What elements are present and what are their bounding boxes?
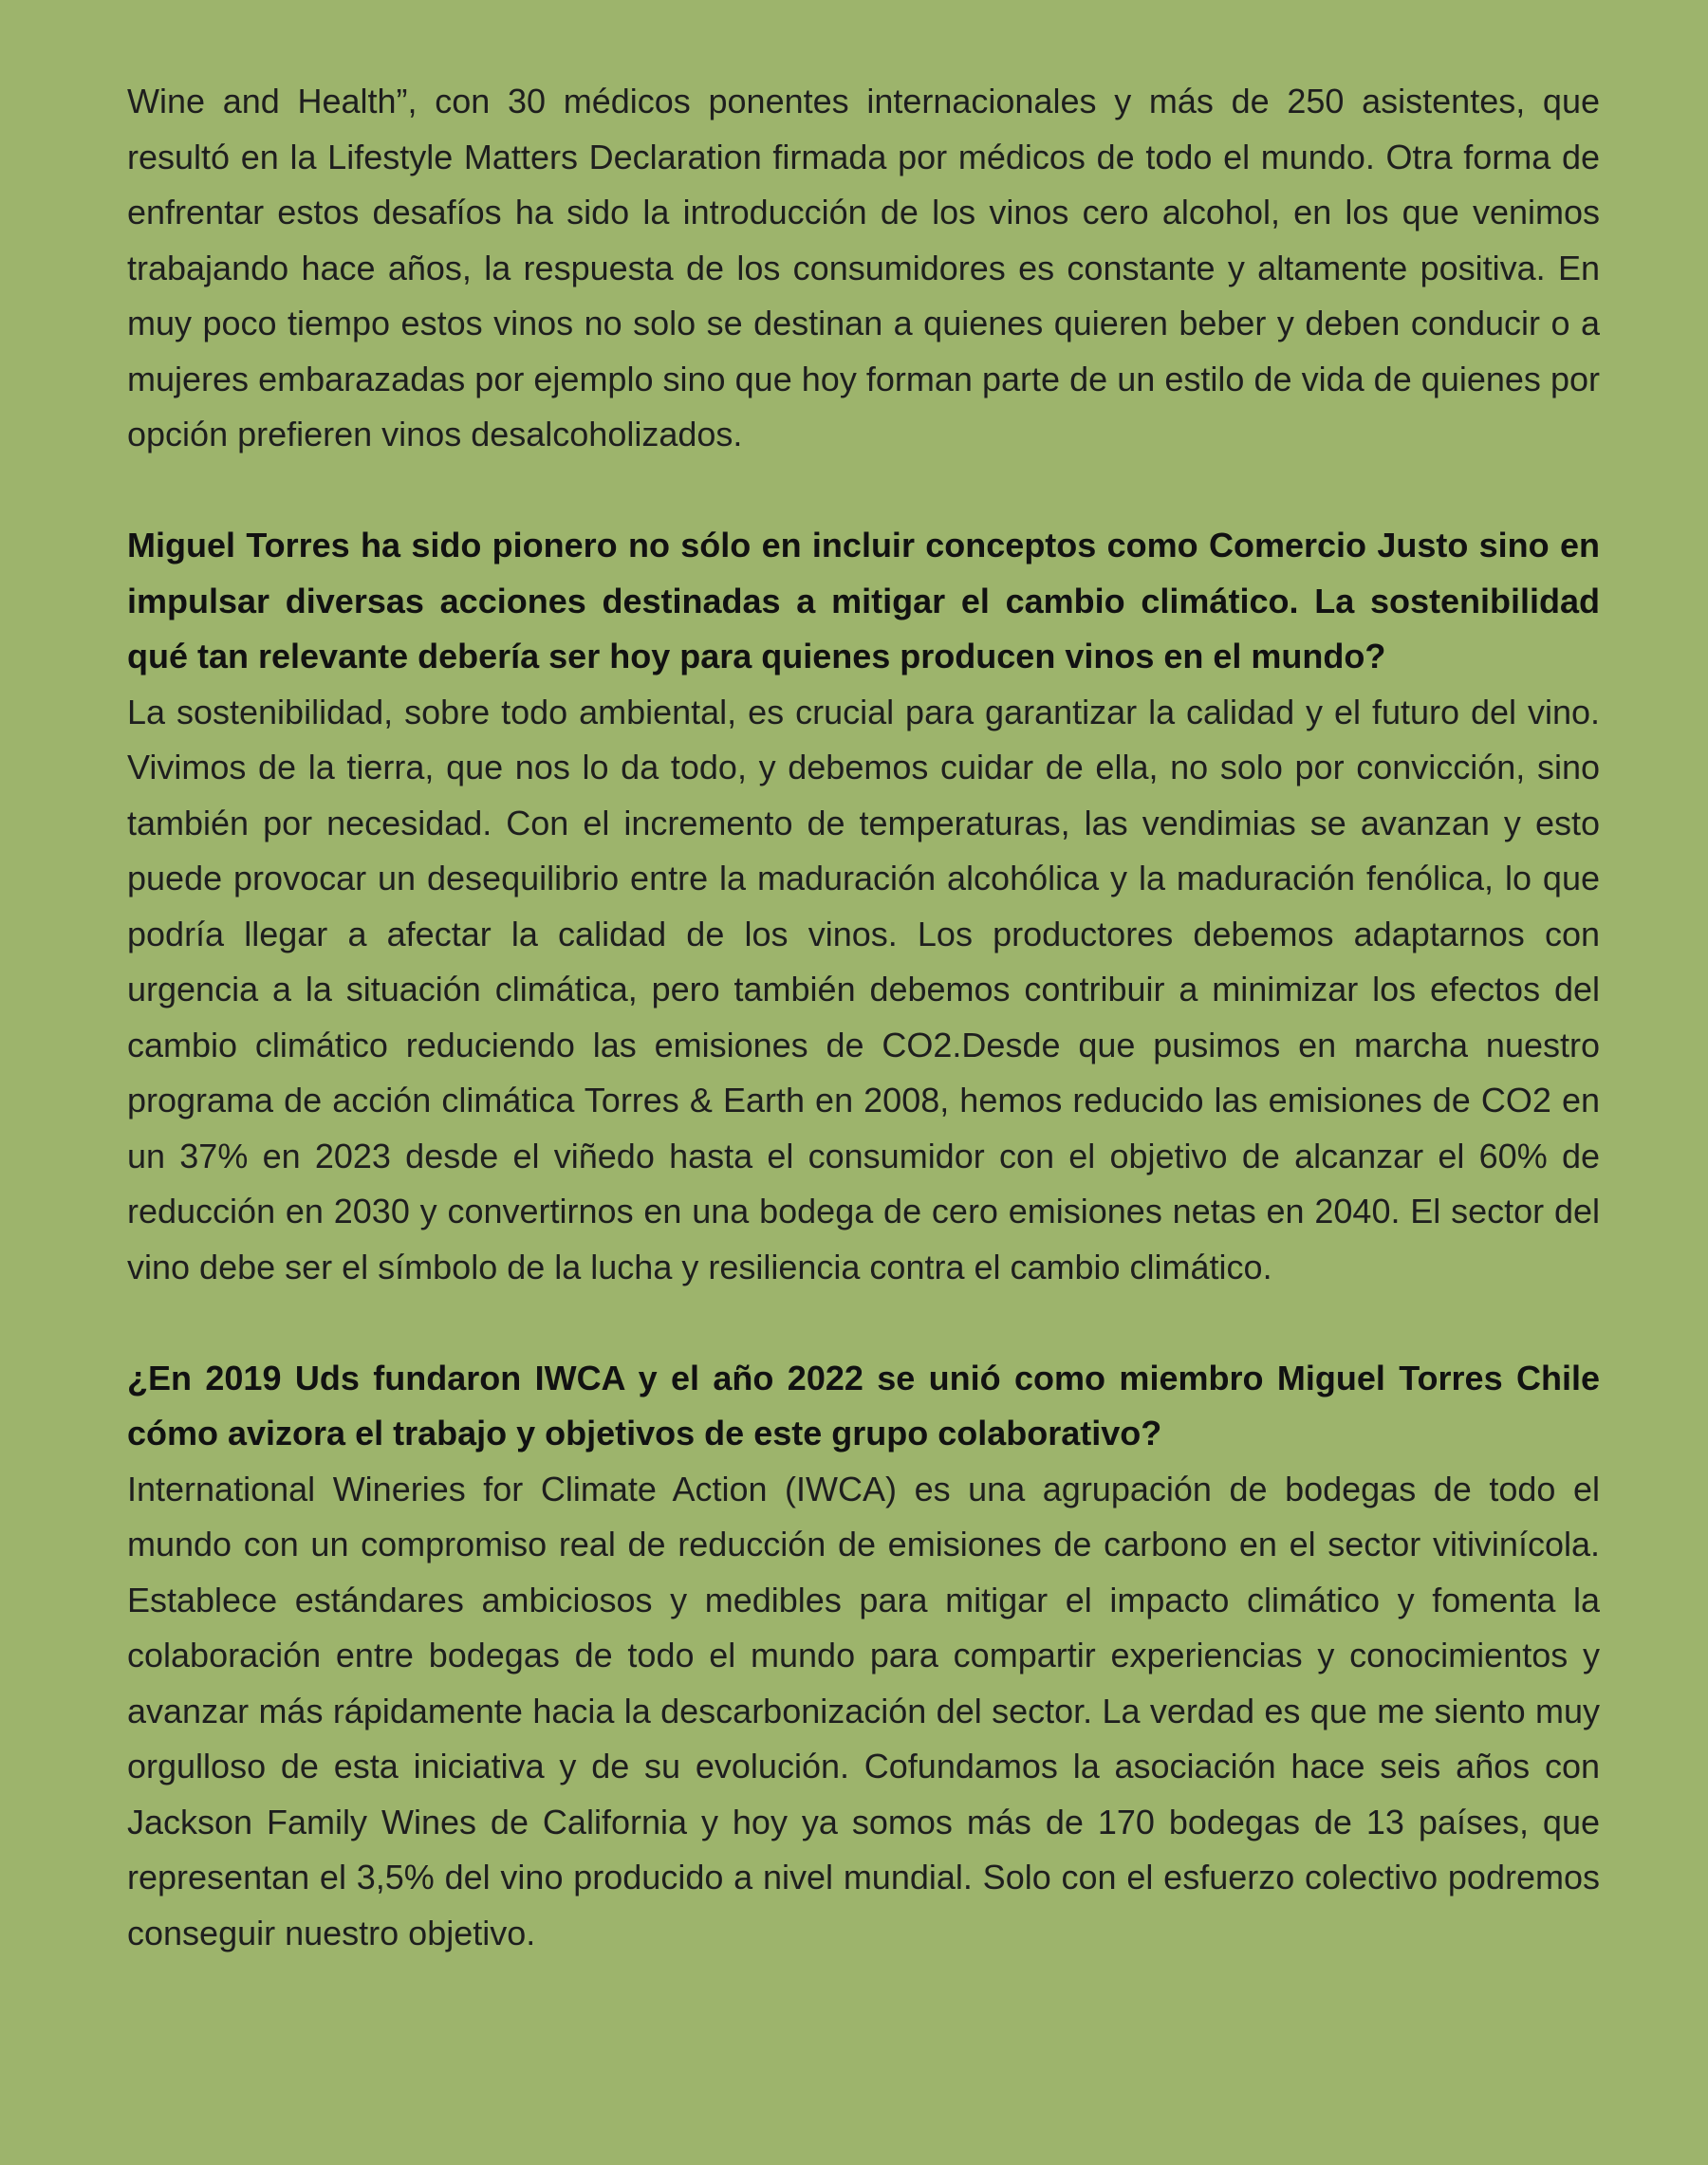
question-sustainability: Miguel Torres ha sido pionero no sólo en incluir conceptos como Comercio Justo sino en impulsar diversas acciones destinadas a mitigar el cambio climático. La sostenibilidad qué tan relevante debería ser hoy para quienes producen vinos en el mundo? (127, 526, 1600, 675)
answer-iwca: International Wineries for Climate Action (IWCA) es una agrupación de bodegas de todo el mundo con un compromiso real de reducción de emisiones de carbono en el sector vitivinícola. Establece estándares ambiciosos y medibles para mitigar el impacto climático y fomenta la colaboración entre bodegas de todo el mundo para compartir experiencias y conocimientos y avanzar más rápidamente hacia la descarbonización del sector. La verdad es que me siento muy orgulloso de esta iniciativa y de su evolución. Cofundamos la asociación hace seis años con Jackson Family Wines de California y hoy ya somos más de 170 bodegas de 13 países, que representan el 3,5% del vino producido a nivel mundial. Solo con el esfuerzo colectivo podremos conseguir nuestro objetivo. (127, 1469, 1600, 1952)
paragraph-gap (127, 463, 1600, 519)
paragraph-gap (127, 1295, 1600, 1351)
intro-paragraph: Wine and Health”, con 30 médicos ponentes internacionales y más de 250 asistentes, que resultó en la Lifestyle Matters Declaration firmada por médicos de todo el mundo. Otra forma de enfrentar estos desafíos ha sido la introducción de los vinos cero alcohol, en los que venimos trabajando hace años, la respuesta de los consumidores es constante y altamente positiva. En muy poco tiempo estos vinos no solo se destinan a quienes quieren beber y deben conducir o a mujeres embarazadas por ejemplo sino que hoy forman parte de un estilo de vida de quienes por opción prefieren vinos desalcoholizados. (127, 82, 1600, 453)
article-body (127, 74, 1600, 1961)
answer-sustainability: La sostenibilidad, sobre todo ambiental, es crucial para garantizar la calidad y el futuro del vino. Vivimos de la tierra, que nos lo da todo, y debemos cuidar de ella, no solo por convicción, sino también por necesidad. Con el incremento de temperaturas, las vendimias se avanzan y esto puede provocar un desequilibrio entre la maduración alcohólica y la maduración fenólica, lo que podría llegar a afectar la calidad de los vinos. Los productores debemos adaptarnos con urgencia a la situación climática, pero también debemos contribuir a minimizar los efectos del cambio climático reduciendo las emisiones de CO2.Desde que pusimos en marcha nuestro programa de acción climática Torres & Earth en 2008, hemos reducido las emisiones de CO2 en un 37% en 2023 desde el viñedo hasta el consumidor con el objetivo de alcanzar el 60% de reducción en 2030 y convertirnos en una bodega de cero emisiones netas en 2040. El sector del vino debe ser el símbolo de la lucha y resiliencia contra el cambio climático. (127, 692, 1600, 1286)
question-iwca: ¿En 2019 Uds fundaron IWCA y el año 2022 se unió como miembro Miguel Torres Chile cómo avizora el trabajo y objetivos de este grupo colaborativo? (127, 1358, 1600, 1453)
